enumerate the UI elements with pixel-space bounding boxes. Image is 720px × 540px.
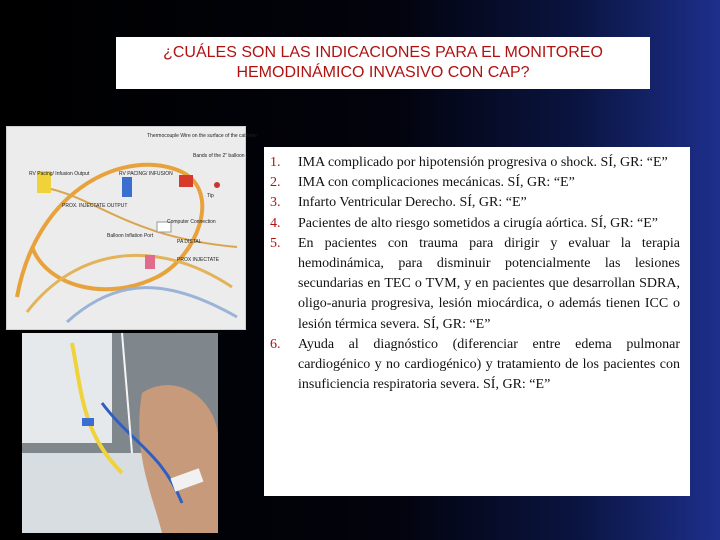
catheter-tube-secondary [27, 255, 232, 312]
slide-title-line1: ¿CUÁLES SON LAS INDICACIONES PARA EL MONITOREO [163, 44, 603, 61]
list-item-text: Pacientes de alto riesgo sometidos a cirugía aórtica. SÍ, GR: “E” [298, 215, 659, 231]
list-item [270, 214, 680, 234]
list-item [270, 335, 680, 396]
list-item [270, 153, 680, 173]
balloon-tip [214, 182, 220, 188]
label-prox-injectate: PROX INJECTATE [177, 257, 220, 263]
catheter-diagram [6, 126, 258, 330]
connector-red [179, 175, 193, 187]
slide-title-line2: HEMODINÁMICO INVASIVO CON CAP? [236, 64, 530, 81]
list-item-text: IMA complicado por hipotensión progresiva o shock. SÍ, GR: “E” [298, 155, 668, 170]
list-item-number: 3. [270, 195, 281, 211]
catheter-illustration [7, 127, 258, 329]
list-item-number: 1. [270, 155, 281, 170]
indications-list [270, 153, 680, 395]
label-prox-injectate-output: PROX. INJECTATE OUTPUT [62, 203, 128, 209]
patient-photo [22, 333, 218, 533]
list-item-number: 2. [270, 175, 281, 191]
list-item-number: 6. [270, 336, 281, 352]
list-item-text: Ayuda al diagnóstico (diferenciar entre edema pulmonar cardiogénico y no cardiogénico) y tratamiento de los pacientes con insuficiencia respiratoria severa. SÍ, GR: “E” [298, 336, 680, 393]
indications-panel [264, 147, 690, 496]
connector-blue [122, 177, 132, 197]
list-item-text: Infarto Ventricular Derecho. SÍ, GR: “E” [298, 195, 527, 211]
slide-title-box [116, 37, 650, 89]
label-tip: Tip [207, 193, 214, 199]
label-thermocouple: Thermocouple Wire on the surface of the catheter [147, 133, 258, 139]
label-rv-pacing: RV PACING/ INFUSION [119, 171, 173, 177]
label-bands: Bands of the 2" balloon [193, 153, 245, 159]
list-item-number: 4. [270, 215, 281, 231]
list-item-text: En pacientes con trauma para dirigir y evaluar la terapia hemodinámica, para disminuir potencialmente las lesiones secundarias en TEC o TVM, y en pacientes que desarrollan SDRA, oligo-anuria progresiva, lesión miocárdica, o además tienen ICC o lesión térmica severa. SÍ, GR: “E” [298, 235, 680, 332]
iv-clamp [82, 418, 94, 426]
patient-illustration [22, 333, 218, 533]
list-item-text: IMA con complicaciones mecánicas. SÍ, GR: “E” [298, 175, 575, 191]
pillow [22, 333, 112, 443]
label-computer-connection: Computer Connection [167, 219, 216, 225]
list-item [270, 234, 680, 335]
label-rv-pacing-output: RV Pacing/ Infusion Output [29, 171, 90, 177]
connector-pink [145, 255, 155, 269]
list-item [270, 193, 680, 213]
label-balloon-port: Balloon Inflation Port [107, 233, 154, 239]
label-pa-distal: PA DISTAL [177, 239, 202, 245]
catheter-tube-blue [67, 288, 237, 322]
list-item [270, 173, 680, 193]
list-item-number: 5. [270, 235, 281, 251]
